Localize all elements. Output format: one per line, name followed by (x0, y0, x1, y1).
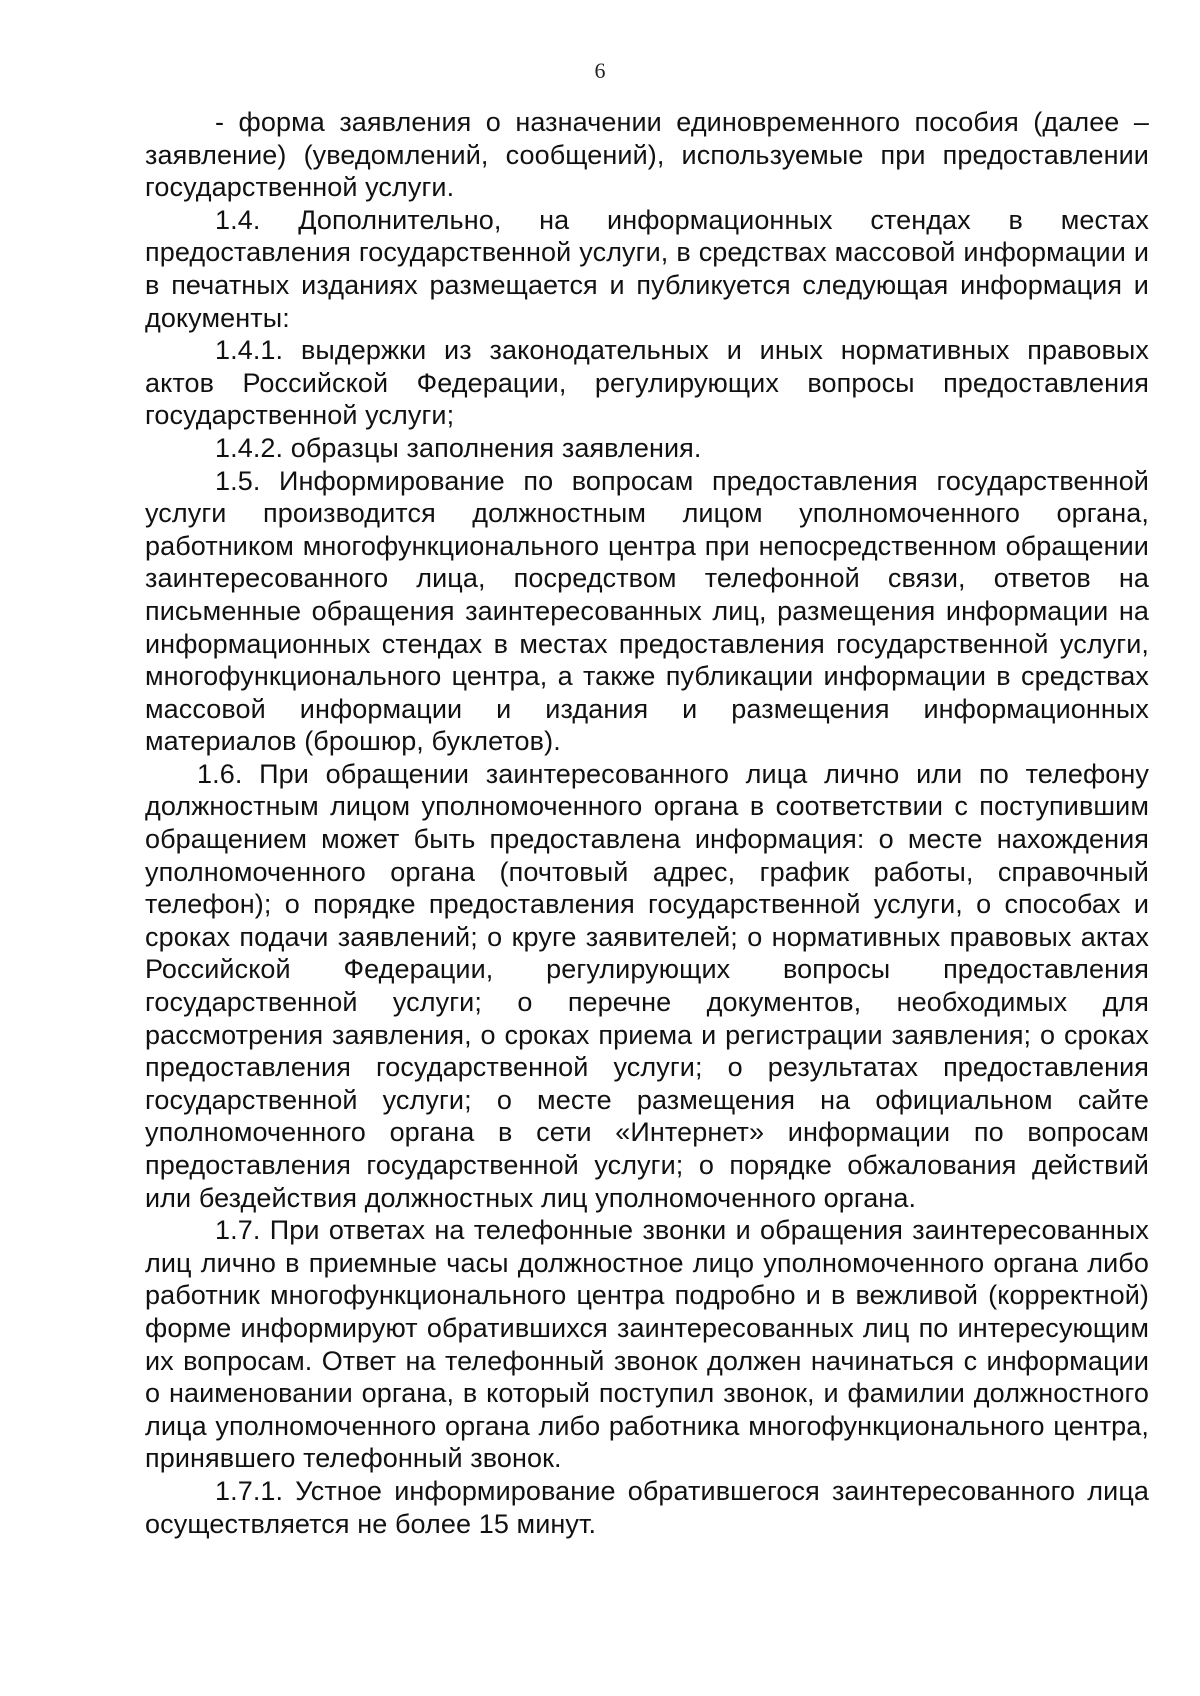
paragraph-1-4: 1.4. Дополнительно, на информационных стендах в местах предоставления государственной услуги, в средствах массовой информации и в печатных изданиях размещается и публикуется следующая информация и документы: (145, 204, 1149, 333)
paragraph-1-7: 1.7. При ответах на телефонные звонки и обращения заинтересованных лиц лично в приемные часы должностное лицо уполномоченного органа либо работник многофункционального центра подробно и в вежливой (корректной) форме информируют обратившихся заинтересованных лиц по интересующим их вопросам. Ответ на телефонный звонок должен начинаться с информации о наименовании органа, в который поступил звонок, и фамилии должностного лица уполномоченного органа либо работника многофункционального центра, принявшего телефонный звонок. (145, 1215, 1149, 1474)
paragraph-1-4-2: 1.4.2. образцы заполнения заявления. (215, 432, 702, 463)
paragraph-1-5: 1.5. Информирование по вопросам предоставления государственной услуги производится должностным лицом уполномоченного органа, работником многофункционального центра при непосредственном обращении заинтересованного лица, посредством телефонной связи, ответов на письменные обращения заинтересованных лиц, размещения информации на информационных стендах в местах предоставления государственной услуги, многофункционального центра, а также публикации информации в средствах массовой информации и издания и размещения информационных материалов (брошюр, буклетов). (145, 465, 1149, 757)
paragraph-1-7-1: 1.7.1. Устное информирование обратившегося заинтересованного лица осуществляется не более 15 минут. (145, 1475, 1149, 1539)
document-body (145, 106, 1149, 1540)
paragraph-form-application: - форма заявления о назначении единовременного пособия (далее – заявление) (уведомлений, сообщений), используемые при предоставлении государственной услуги. (145, 107, 1149, 203)
page-number: 6 (594, 58, 606, 83)
paragraph-1-6: 1.6. При обращении заинтересованного лица лично или по телефону должностным лицом уполномоченного органа в соответствии с поступившим обращением может быть предоставлена информация: о месте нахождения уполномоченного органа (почтовый адрес, график работы, справочный телефон); о порядке предоставления государственной услуги, о способах и сроках подачи заявлений; о круге заявителей; о нормативных правовых актах Российской Федерации, регулирующих вопросы предоставления государственной услуги; о перечне документов, необходимых для рассмотрения заявления, о сроках приема и регистрации заявления; о сроках предоставления государственной услуги; о результатах предоставления государственной услуги; о месте размещения на официальном сайте уполномоченного органа в сети «Интернет» информации по вопросам предоставления государственной услуги; о порядке обжалования действий или бездействия должностных лиц уполномоченного органа. (145, 758, 1149, 1213)
paragraph-1-4-1: 1.4.1. выдержки из законодательных и иных нормативных правовых актов Российской Федерации, регулирующих вопросы предоставления государственной услуги; (145, 335, 1149, 431)
